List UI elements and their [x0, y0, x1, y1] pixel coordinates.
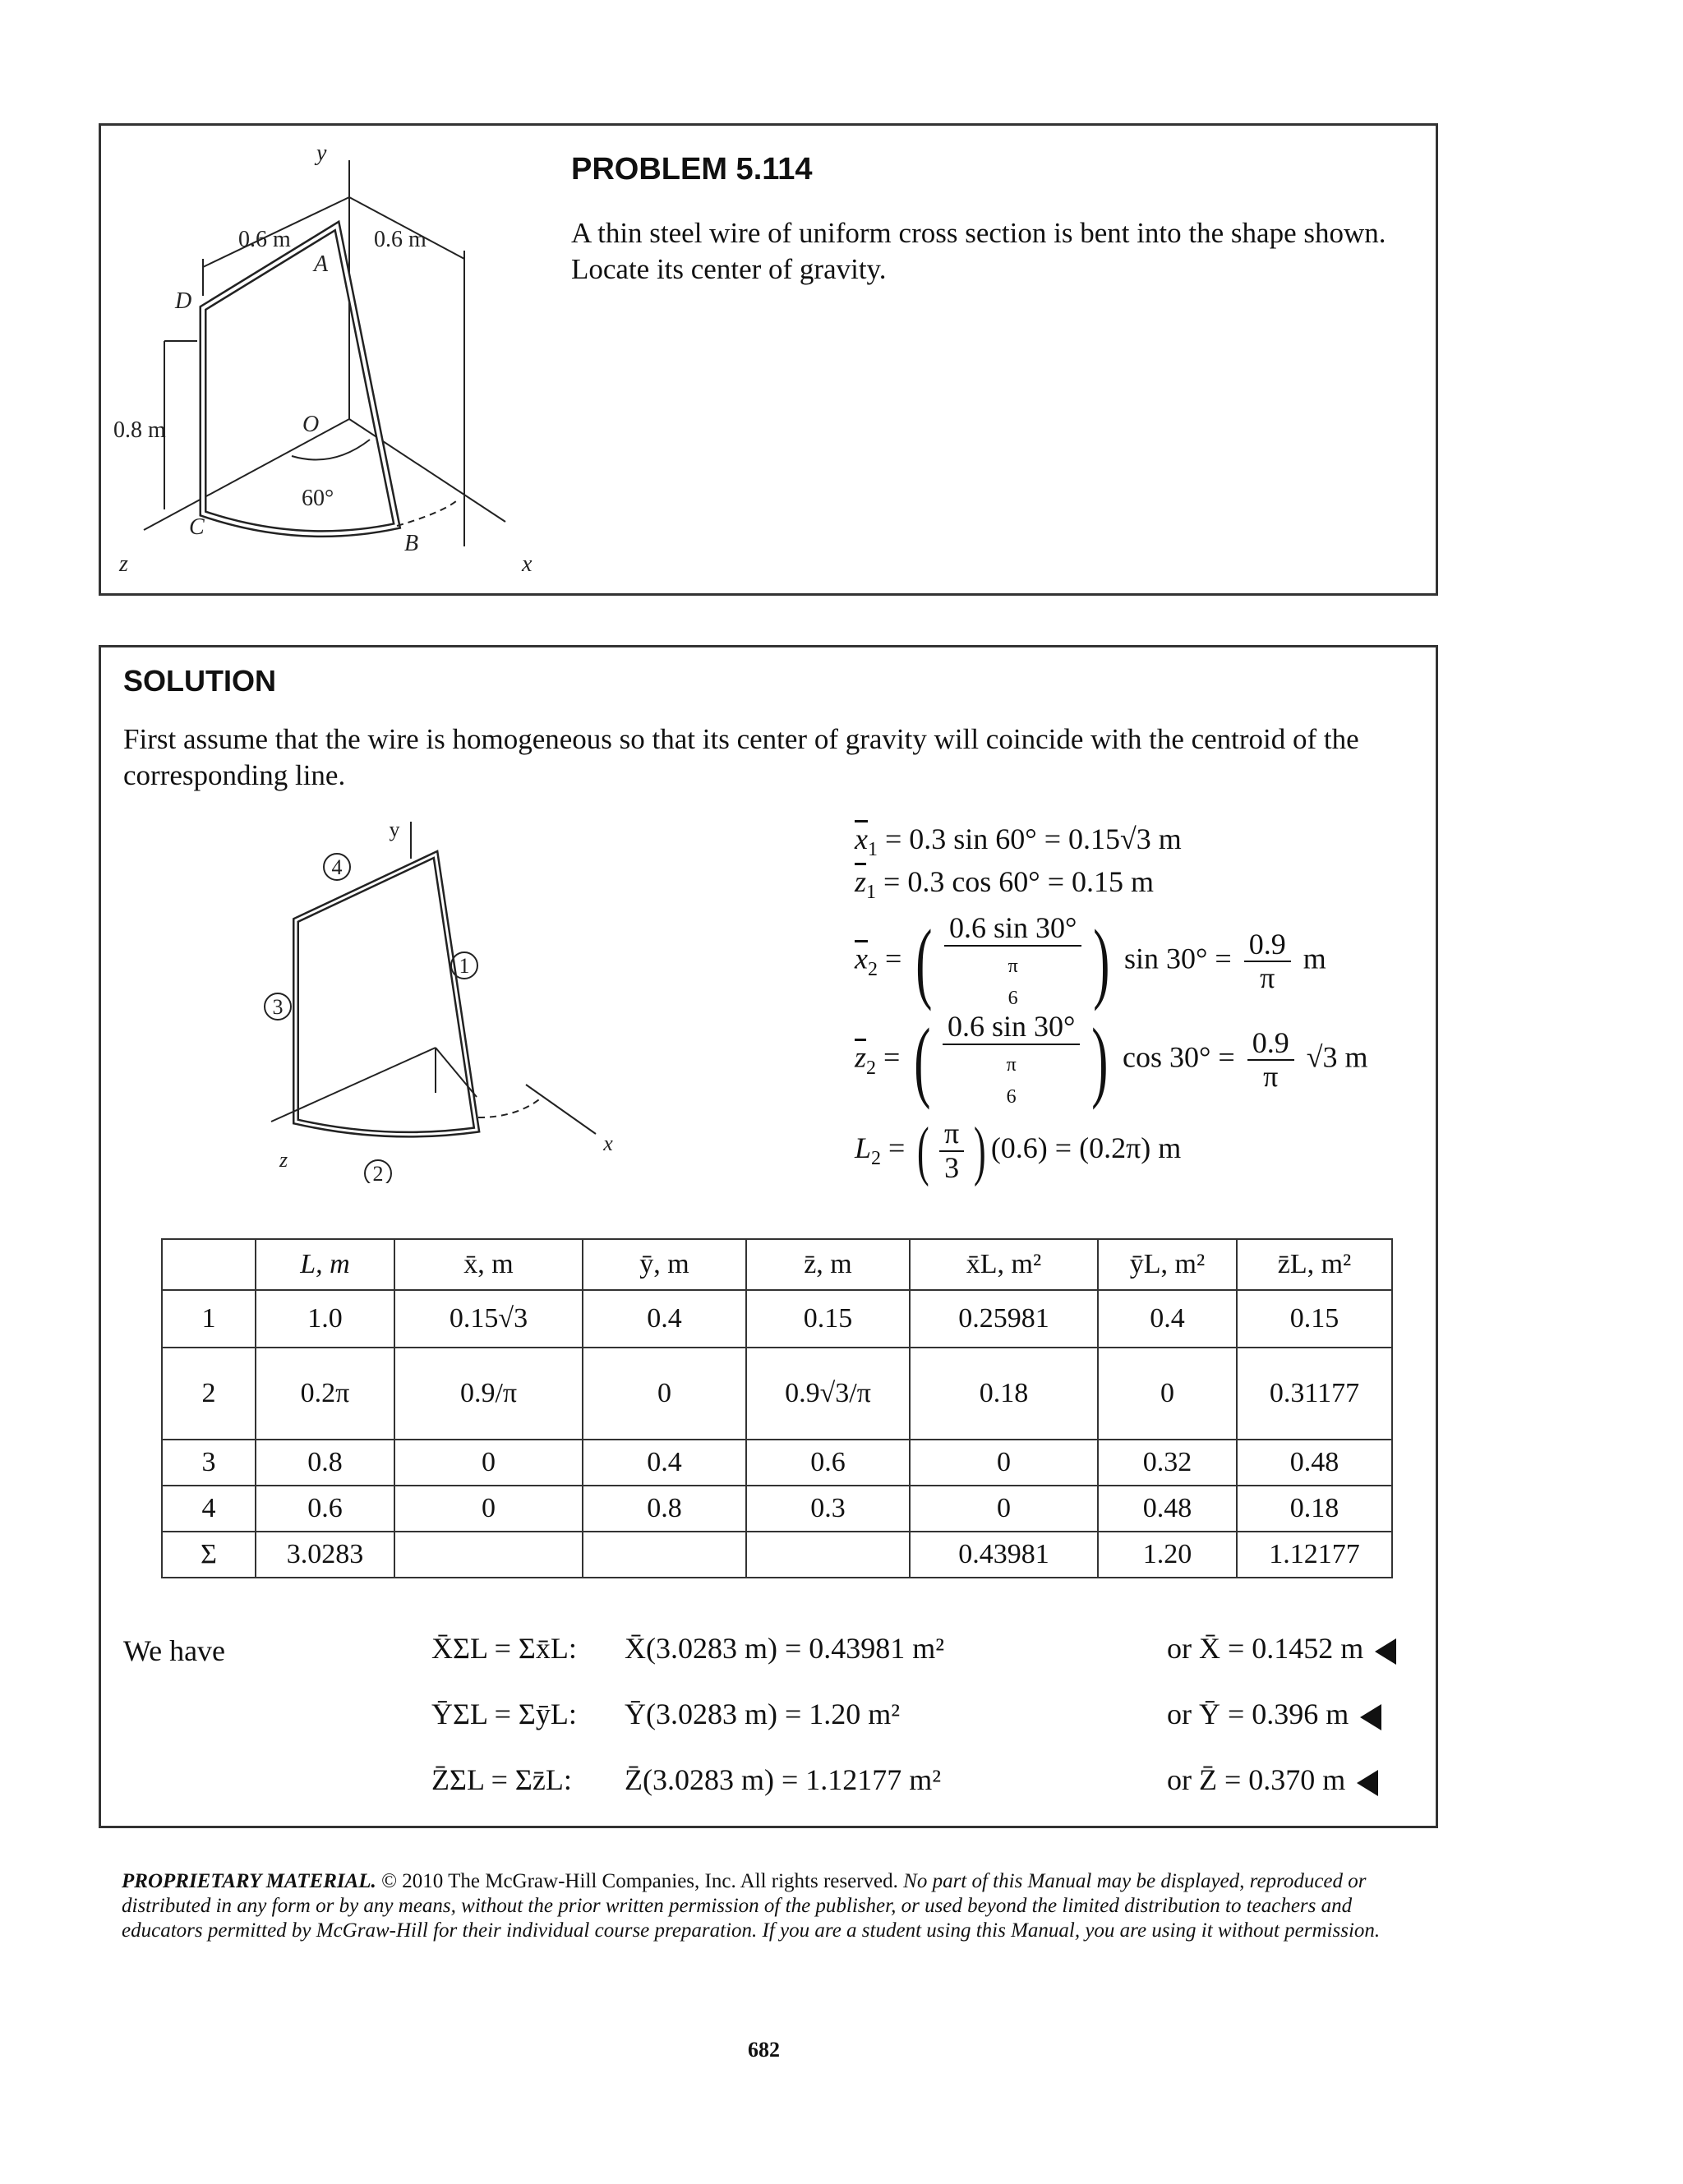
sol-fig-n1: 1	[459, 954, 470, 978]
table-cell: 0	[394, 1440, 583, 1486]
footer-label: PROPRIETARY MATERIAL.	[122, 1870, 376, 1892]
table-header: ȳ, m	[583, 1239, 746, 1290]
table-cell: 0.15	[746, 1290, 910, 1348]
table-header: ȳL, m²	[1098, 1239, 1237, 1290]
eq-L2: $L_2$ = ( $\frac{\pi}{3}$ ) (0.6) = (0.2π) m	[855, 1114, 1182, 1187]
fig1-z-label: z	[119, 551, 128, 577]
table-header-row	[162, 1239, 1392, 1290]
table-cell: 0.48	[1098, 1486, 1237, 1532]
table-header: L, m	[256, 1239, 394, 1290]
table-row	[162, 1486, 1392, 1532]
table-header: x̄L, m²	[910, 1239, 1098, 1290]
table-cell: 0.43981	[910, 1532, 1098, 1578]
result-x-mid: X̄(3.0283 m) = 0.43981 m²	[625, 1632, 945, 1665]
table-cell: 0.15√3	[394, 1290, 583, 1348]
fig1-O-label: O	[302, 412, 320, 437]
result-z-left: Z̄ΣL = Σz̄L:	[431, 1763, 572, 1796]
table-cell: 2	[162, 1348, 256, 1440]
table-header: x̄, m	[394, 1239, 583, 1290]
fig1-A-label: A	[314, 251, 329, 277]
eq-z1: $\overline{z}_1 = 0.3$ cos 60° = 0.15 m	[855, 865, 1155, 904]
fig1-y-label: y	[316, 141, 327, 166]
table-cell: 0.8	[256, 1440, 394, 1486]
fig1-dim-left: 0.6 m	[238, 227, 291, 252]
eq-z2: $\overline{z}_2$ = ( 0.6 sin 30° π 6 ) cos 30° = $\frac{0.9}{\pi}$ √3 m	[855, 1010, 1368, 1111]
table-cell: 1.20	[1098, 1532, 1237, 1578]
fig1-x-label: x	[522, 551, 533, 577]
table-cell: 1.12177	[1237, 1532, 1392, 1578]
solution-heading: SOLUTION	[123, 664, 276, 698]
answer-arrow-icon	[1360, 1704, 1381, 1730]
sol-fig-z-label: z	[279, 1148, 288, 1172]
eq-x1: $\overline{x}_1 = 0.3$ sin 60° = 0.15√3 m	[855, 822, 1182, 861]
table-cell: 0.25981	[910, 1290, 1098, 1348]
fig1-D-label: D	[175, 288, 192, 314]
table-cell: 0	[394, 1486, 583, 1532]
fig1-C-label: C	[189, 514, 205, 540]
table-cell: 1	[162, 1290, 256, 1348]
result-z-mid: Z̄(3.0283 m) = 1.12177 m²	[625, 1763, 942, 1796]
table-cell: 3.0283	[256, 1532, 394, 1578]
table-cell: 0.4	[583, 1290, 746, 1348]
table-cell	[583, 1532, 746, 1578]
centroid-table	[161, 1238, 1393, 1578]
table-cell: 0	[1098, 1348, 1237, 1440]
table-cell: 0.2π	[256, 1348, 394, 1440]
table-cell	[746, 1532, 910, 1578]
table-cell: 0	[910, 1486, 1098, 1532]
sol-fig-n4: 4	[331, 855, 343, 879]
table-row	[162, 1290, 1392, 1348]
table-cell: 0.18	[1237, 1486, 1392, 1532]
result-z-right: or Z̄ = 0.370 m	[1167, 1762, 1378, 1797]
table-row	[162, 1440, 1392, 1486]
fig1-dim-right: 0.6 m	[374, 227, 427, 252]
eq-x2: $\overline{x}_2$ = ( 0.6 sin 30° π 6 ) sin 30° = $\frac{0.9}{\pi}$ m	[855, 911, 1326, 1012]
table-cell: 0.4	[583, 1440, 746, 1486]
footer-copyright: © 2010 The McGraw-Hill Companies, Inc. All rights reserved.	[381, 1870, 898, 1892]
table-header: z̄, m	[746, 1239, 910, 1290]
table-cell: 0.6	[746, 1440, 910, 1486]
table-cell: 0.32	[1098, 1440, 1237, 1486]
we-have-label: We have	[123, 1634, 226, 1667]
page-number: 682	[748, 2038, 780, 2062]
fig1-angle: 60°	[302, 486, 334, 511]
table-cell	[394, 1532, 583, 1578]
fig1-B-label: B	[404, 531, 419, 556]
result-y-right: or Ȳ = 0.396 m	[1167, 1697, 1381, 1731]
result-x-right: or X̄ = 0.1452 m	[1167, 1631, 1396, 1666]
table-cell: 0.18	[910, 1348, 1098, 1440]
table-cell: 0.15	[1237, 1290, 1392, 1348]
table-cell: 0.48	[1237, 1440, 1392, 1486]
footer-notice-text: No part of this Manual may be displayed, reproduced or distributed in any form or by any means, without the prior written permission of the publisher, or used beyond the limited distribution to teachers and educators permitted by McGraw-Hill for their individual course preparation. If you are a student using this Manual, you are using it without permission.	[122, 1870, 1381, 1942]
footer-notice	[122, 1869, 1436, 1943]
table-row	[162, 1348, 1392, 1440]
sol-fig-n3: 3	[272, 995, 284, 1019]
table-cell: 0.9√3/π	[746, 1348, 910, 1440]
table-cell: 4	[162, 1486, 256, 1532]
problem-figure	[111, 136, 555, 583]
table-cell: 0.31177	[1237, 1348, 1392, 1440]
fig1-height: 0.8 m	[113, 417, 166, 443]
table-cell: Σ	[162, 1532, 256, 1578]
solution-intro: First assume that the wire is homogeneous so that its center of gravity will coincide with the centroid of the corresponding line.	[123, 723, 1359, 791]
table-cell: 0.4	[1098, 1290, 1237, 1348]
sol-fig-n2: 2	[372, 1162, 384, 1183]
table-cell: 0.9/π	[394, 1348, 583, 1440]
result-y-mid: Ȳ(3.0283 m) = 1.20 m²	[625, 1698, 901, 1730]
table-header	[162, 1239, 256, 1290]
table-cell: 1.0	[256, 1290, 394, 1348]
answer-arrow-icon	[1357, 1770, 1378, 1796]
table-cell: 0	[910, 1440, 1098, 1486]
sol-fig-y-label: y	[389, 818, 400, 841]
sol-fig-x-label: x	[603, 1131, 613, 1155]
answer-arrow-icon	[1375, 1638, 1396, 1665]
problem-statement: A thin steel wire of uniform cross section is bent into the shape shown. Locate its center of gravity.	[571, 217, 1386, 285]
problem-title: PROBLEM 5.114	[571, 152, 813, 187]
table-header: z̄L, m²	[1237, 1239, 1392, 1290]
table-cell: 0	[583, 1348, 746, 1440]
table-cell: 0.8	[583, 1486, 746, 1532]
result-x-left: X̄ΣL = Σx̄L:	[431, 1632, 577, 1665]
table-cell: 3	[162, 1440, 256, 1486]
table-cell: 0.6	[256, 1486, 394, 1532]
result-y-left: ȲΣL = ΣȳL:	[431, 1698, 577, 1730]
solution-figure	[247, 813, 674, 1183]
table-cell: 0.3	[746, 1486, 910, 1532]
table-row	[162, 1532, 1392, 1578]
